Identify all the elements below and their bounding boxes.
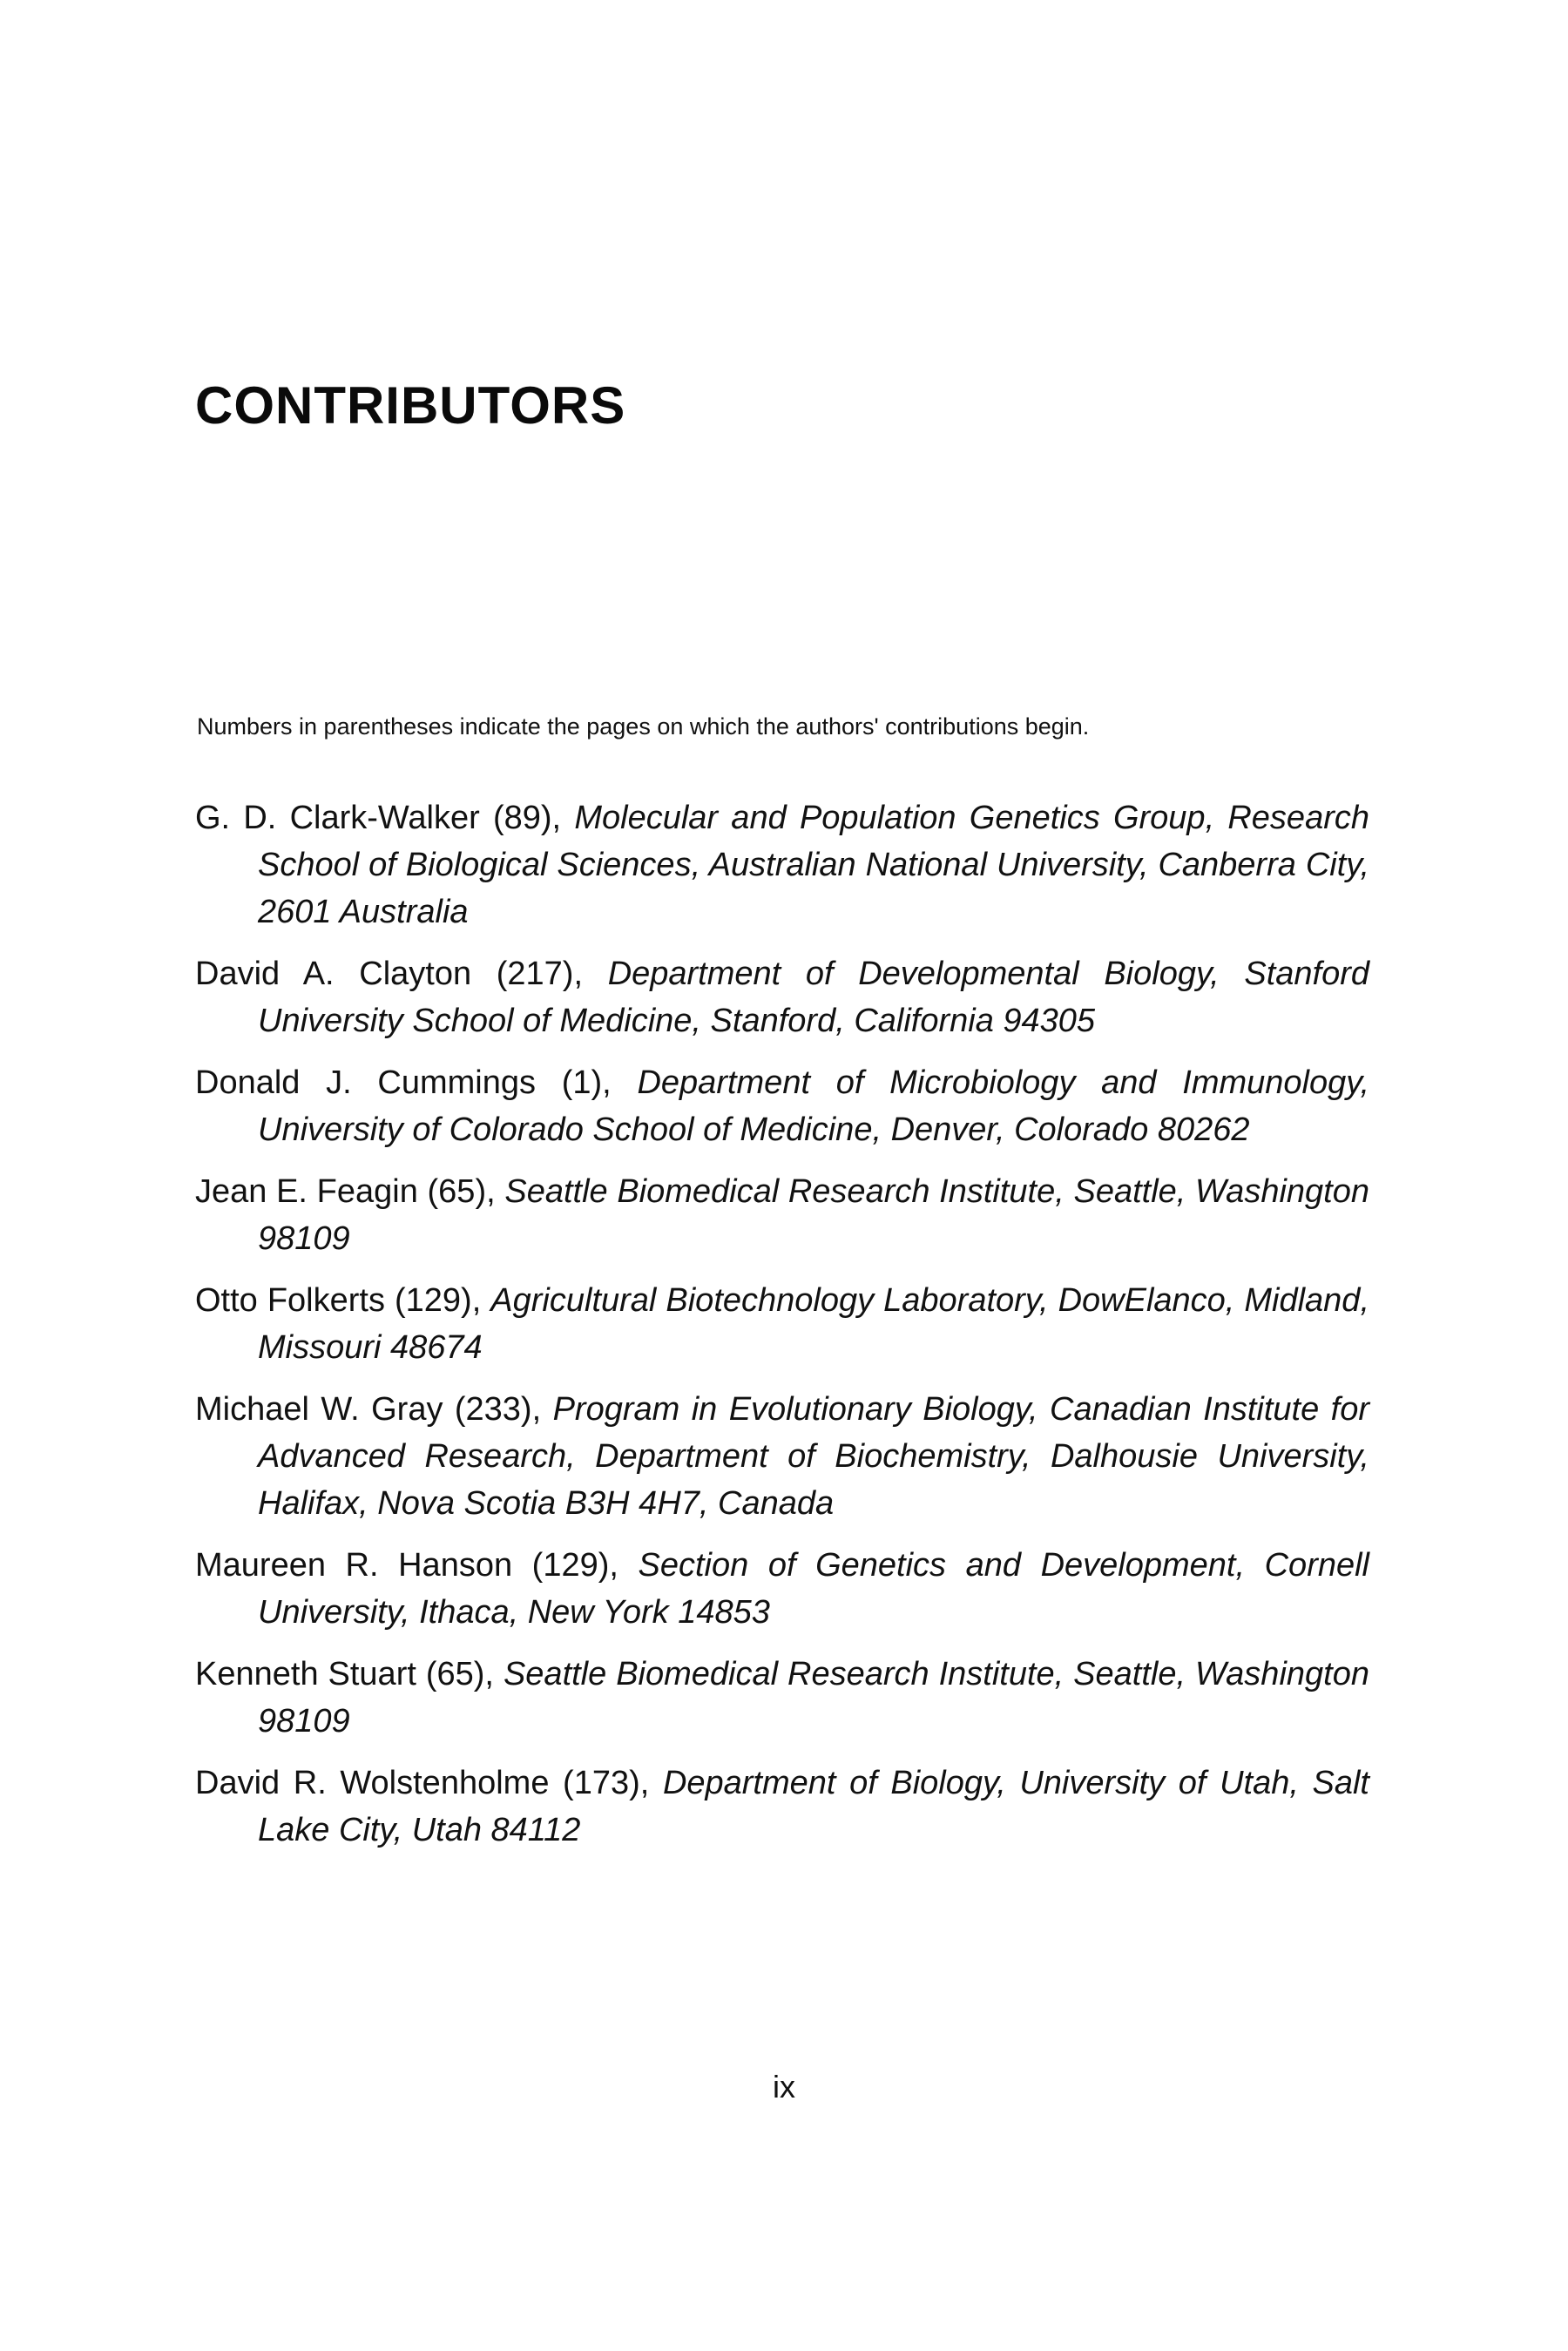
contributor-entry xyxy=(195,1760,1369,1854)
contributor-affiliation: Department of Microbiology and Immunology, University of Colorado School of Medicine, Denver, Colorado 80262 xyxy=(258,1064,1369,1148)
contributor-entry xyxy=(195,950,1369,1044)
contributor-affiliation: Department of Biology, University of Utah, Salt Lake City, Utah 84112 xyxy=(258,1765,1369,1848)
contributor-affiliation: Program in Evolutionary Biology, Canadian Institute for Advanced Research, Department of Biochemistry, Dalhousie University, Halifax, Nova Scotia B3H 4H7, Canada xyxy=(258,1391,1369,1522)
contributor-affiliation: Seattle Biomedical Research Institute, Seattle, Washington 98109 xyxy=(258,1656,1369,1740)
page-number: ix xyxy=(773,2069,795,2104)
contributor-entry xyxy=(195,1386,1369,1527)
contributor-affiliation: Seattle Biomedical Research Institute, Seattle, Washington 98109 xyxy=(258,1173,1369,1257)
contributor-name: David A. Clayton (217), xyxy=(195,956,584,992)
contributor-affiliation: Section of Genetics and Development, Cornell University, Ithaca, New York 14853 xyxy=(258,1547,1369,1631)
contributions-note: Numbers in parentheses indicate the pages on which the authors' contributions begin. xyxy=(197,713,1090,740)
contributor-name: Donald J. Cummings (1), xyxy=(195,1064,612,1101)
contributor-entry xyxy=(195,1168,1369,1262)
contributor-name: Jean E. Feagin (65), xyxy=(195,1173,496,1210)
contributor-name: Maureen R. Hanson (129), xyxy=(195,1547,618,1584)
contributor-name: David R. Wolstenholme (173), xyxy=(195,1765,650,1801)
contributor-entry xyxy=(195,794,1369,936)
page-title: CONTRIBUTORS xyxy=(195,376,626,435)
contributor-entry xyxy=(195,1651,1369,1745)
contributor-affiliation: Department of Developmental Biology, Stanford University School of Medicine, Stanford, California 94305 xyxy=(258,956,1370,1039)
contributor-entry xyxy=(195,1059,1369,1153)
contributor-list xyxy=(195,794,1369,1868)
contributor-entry xyxy=(195,1542,1369,1636)
contributor-name: Kenneth Stuart (65), xyxy=(195,1656,494,1692)
contributor-affiliation: Agricultural Biotechnology Laboratory, DowElanco, Midland, Missouri 48674 xyxy=(258,1282,1369,1366)
contributor-name: G. D. Clark-Walker (89), xyxy=(195,800,562,836)
contributor-entry xyxy=(195,1277,1369,1371)
contributor-affiliation: Molecular and Population Genetics Group, Research School of Biological Sciences, Australian National University, Canberra City, 2601 Australia xyxy=(258,800,1369,930)
contributor-name: Michael W. Gray (233), xyxy=(195,1391,542,1428)
contributor-name: Otto Folkerts (129), xyxy=(195,1282,482,1319)
